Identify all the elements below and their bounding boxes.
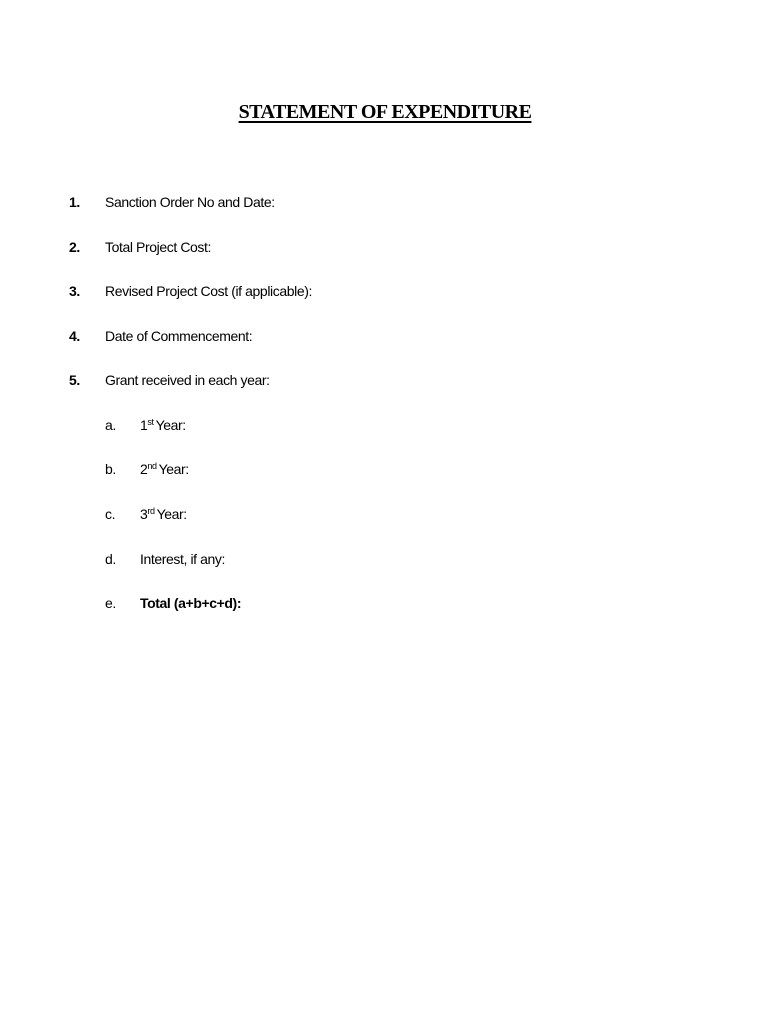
- item-number: 1.: [69, 194, 80, 210]
- sub-item-label: 2nd Year:: [140, 461, 189, 477]
- item-label: Sanction Order No and Date:: [105, 194, 275, 210]
- sub-item-letter: e.: [105, 595, 116, 611]
- item-number: 3.: [69, 283, 80, 299]
- item-number: 2.: [69, 239, 80, 255]
- sub-item-letter: a.: [105, 417, 116, 433]
- sub-item-label: Total (a+b+c+d):: [140, 595, 242, 611]
- item-number: 5.: [69, 372, 80, 388]
- item-label: Total Project Cost:: [105, 239, 211, 255]
- sub-item-letter: b.: [105, 461, 116, 477]
- page-title: STATEMENT OF EXPENDITURE: [238, 101, 532, 123]
- sub-item-label: 1st Year:: [140, 417, 186, 433]
- item-label: Date of Commencement:: [105, 328, 253, 344]
- item-label: Revised Project Cost (if applicable):: [105, 283, 312, 299]
- sub-item-letter: c.: [105, 506, 116, 522]
- sub-item-label: 3rd Year:: [140, 506, 187, 522]
- sub-item-letter: d.: [105, 551, 116, 567]
- sub-item-label: Interest, if any:: [140, 551, 226, 567]
- item-number: 4.: [69, 328, 80, 344]
- item-label: Grant received in each year:: [105, 372, 270, 388]
